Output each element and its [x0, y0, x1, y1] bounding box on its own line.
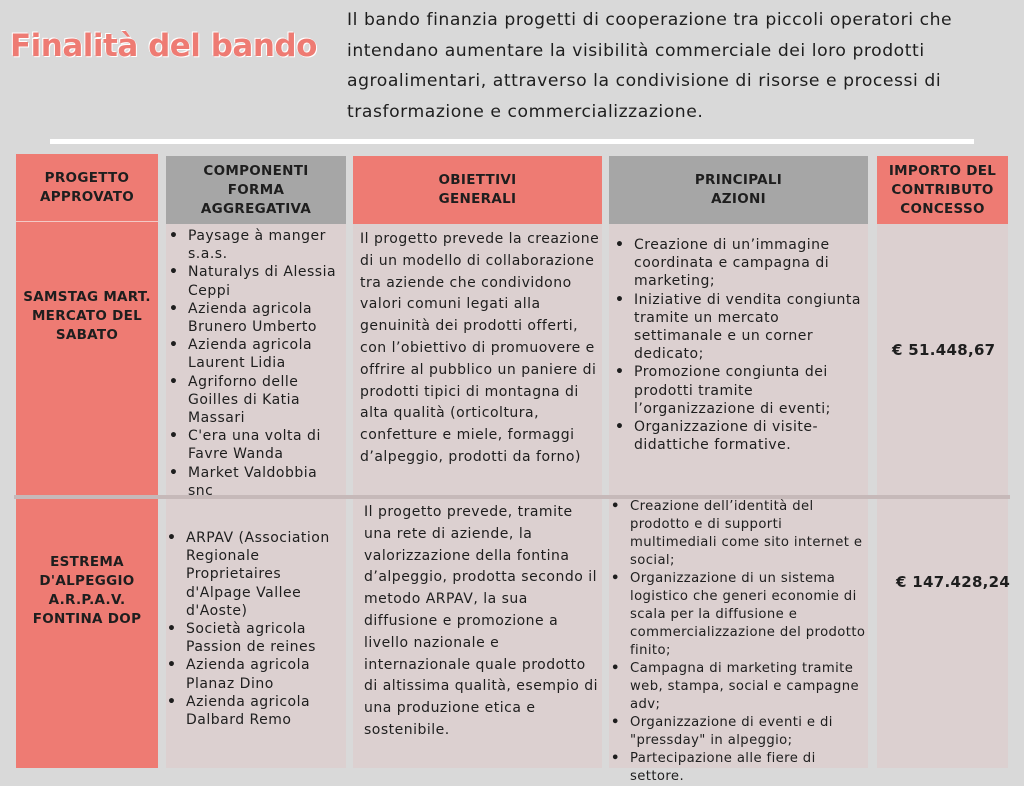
- list-item: • Organizzazione di eventi e di "pressday" in alpeggio;: [608, 714, 866, 750]
- list-item: • Promozione congiunta dei prodotti tramite l’organizzazione di eventi;: [612, 363, 864, 418]
- intro-text: Il bando finanzia progetti di cooperazione tra piccoli operatori che intendano aumentare la visibilità commerciale dei loro prodotti agroalimentari, attraverso la condivisione di risorse e processi di trasformazione e commercializzazione.: [347, 10, 953, 122]
- actions-list-1: [612, 236, 864, 454]
- amount-2: € 147.428,24: [896, 573, 1011, 591]
- list-item: • Azienda agricola Planaz Dino: [164, 656, 341, 692]
- list-item: • Paysage à manger s.a.s.: [166, 227, 341, 263]
- header-azioni: PRINCIPALI AZIONI: [609, 156, 868, 224]
- project-name-2: ESTREMA D'ALPEGGIO A.R.P.A.V. FONTINA DOP: [32, 554, 142, 627]
- divider: [50, 139, 974, 144]
- components-list-2: [164, 529, 341, 729]
- amount-1: € 51.448,67: [892, 341, 996, 359]
- actions-list-2: [608, 498, 866, 786]
- list-item: • Iniziative di vendita congiunta tramite un mercato settimanale e un corner dedicato;: [612, 291, 864, 364]
- list-item: • Agriforno delle Goilles di Katia Massari: [166, 373, 341, 428]
- objectives-text-1: Il progetto prevede la creazione di un modello di collaborazione tra aziende che condividono valori comuni legati alla genuinità dei prodotti offerti, con l’obiettivo di promuovere e offrire al pubblico un paniere di prodotti tipici di montagna di alta qualità (orticoltura, confetture e miele, formaggi d’alpeggio, prodotti da forno): [360, 231, 600, 465]
- page-title: Finalità del bando: [10, 28, 317, 64]
- list-item: • Azienda agricola Brunero Umberto: [166, 300, 341, 336]
- header-componenti: COMPONENTI FORMA AGGREGATIVA: [166, 156, 346, 224]
- list-item: • Creazione di un’immagine coordinata e campagna di marketing;: [612, 236, 864, 291]
- list-item: • Naturalys di Alessia Ceppi: [166, 263, 341, 299]
- list-item: • Organizzazione di visite-didattiche formative.: [612, 418, 864, 454]
- list-item: • C'era una volta di Favre Wanda: [166, 427, 341, 463]
- header-importo: IMPORTO DEL CONTRIBUTO CONCESSO: [877, 156, 1008, 224]
- objectives-text-2: Il progetto prevede, tramite una rete di aziende, la valorizzazione della fontina d’alpeggio, prodotta secondo il metodo ARPAV, la sua diffusione e promozione a livello nazionale e internazionale quale prodotto di altissima qualità, esempio di una produzione etica e sostenibile.: [364, 504, 599, 738]
- header-progetto: PROGETTO APPROVATO: [16, 154, 158, 222]
- list-item: • Partecipazione alle fiere di settore.: [608, 750, 866, 786]
- list-item: • Market Valdobbia snc: [166, 464, 341, 500]
- list-item: • Creazione dell’identità del prodotto e di supporti multimediali come sito internet e social;: [608, 498, 866, 570]
- list-item: • Società agricola Passion de reines: [164, 620, 341, 656]
- components-list-1: [166, 227, 341, 500]
- list-item: • Campagna di marketing tramite web, stampa, social e campagne adv;: [608, 660, 866, 714]
- list-item: • Azienda agricola Dalbard Remo: [164, 693, 341, 729]
- list-item: • ARPAV (Association Regionale Proprietaires d'Alpage Vallee d'Aoste): [164, 529, 341, 620]
- header-obiettivi: OBIETTIVI GENERALI: [353, 156, 602, 224]
- list-item: • Organizzazione di un sistema logistico che generi economie di scala per la diffusione e commercializzazione del prodotto finito;: [608, 570, 866, 660]
- list-item: • Azienda agricola Laurent Lidia: [166, 336, 341, 372]
- project-name-1: SAMSTAG MART. MERCATO DEL SABATO: [23, 289, 151, 343]
